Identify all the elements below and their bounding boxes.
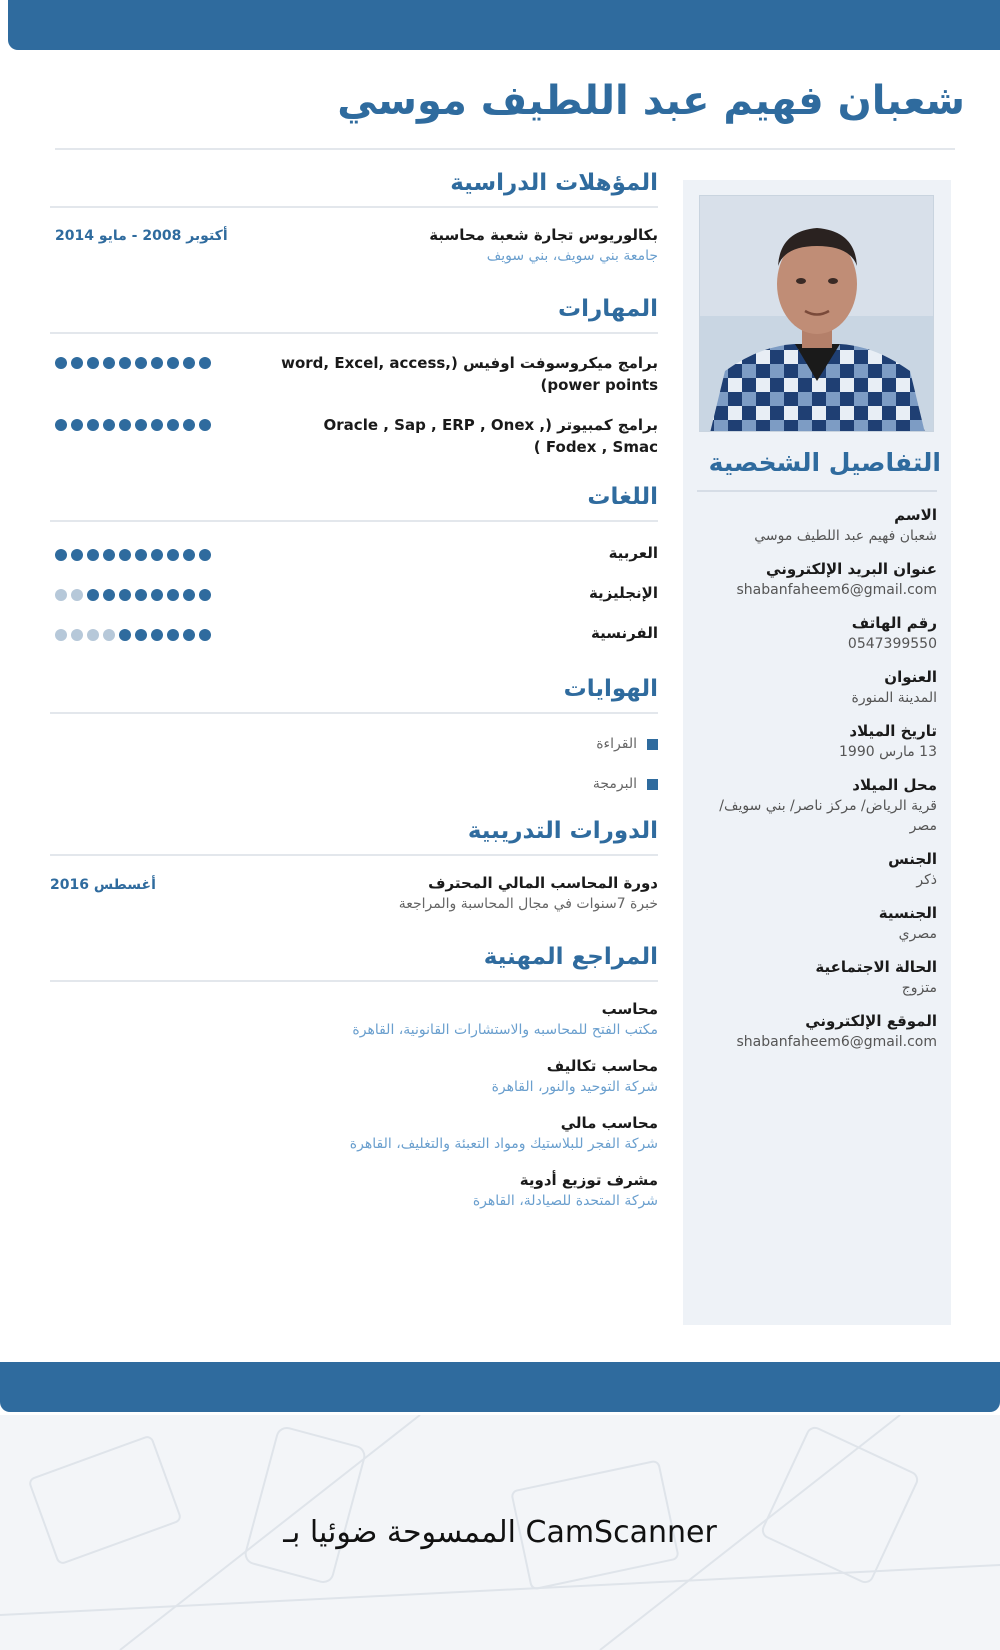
skill-rating [55,419,211,431]
divider [50,980,658,982]
rating-dot-filled [103,357,115,369]
section-heading-education: المؤهلات الدراسية [450,170,658,196]
detail-label: الاسم [894,506,937,524]
rating-dot-filled [183,549,195,561]
education-item [50,226,658,284]
page-title: شعبان فهيم عبد اللطيف موسي [337,78,965,124]
rating-dot-filled [135,629,147,641]
skill-item [50,414,658,476]
rating-dot-filled [199,589,211,601]
reference-company: شركة الفجر للبلاستيك ومواد التعبئة والتغليف، القاهرة [349,1136,658,1152]
hobby-label: القراءة [596,736,637,752]
square-bullet-icon [647,779,658,790]
section-heading-skills: المهارات [558,296,658,322]
section-heading-languages: اللغات [587,484,658,510]
rating-dot-filled [199,419,211,431]
detail-value: شعبان فهيم عبد اللطيف موسي [754,528,937,544]
rating-dot-filled [199,629,211,641]
detail-value[interactable]: shabanfaheem6@gmail.com [736,582,937,598]
detail-gender [697,849,937,890]
language-item [50,544,658,584]
skill-item [50,352,658,414]
reference-title: محاسب [601,1000,658,1018]
divider [50,332,658,334]
degree-dates: أكتوبر 2008 - مايو 2014 [55,228,228,244]
rating-dot-filled [183,589,195,601]
detail-label: رقم الهاتف [851,614,937,632]
rating-dot-filled [199,357,211,369]
scanner-caption: الممسوحة ضوئيا بـ CamScanner [283,1515,717,1550]
bottom-band [0,1362,1000,1412]
divider [55,148,955,150]
section-heading-references: المراجع المهنية [483,944,658,970]
person-photo-icon [700,196,934,432]
rating-dot-filled [151,589,163,601]
personal-details-sidebar [683,180,951,1325]
rating-dot-filled [183,419,195,431]
rating-dot-filled [183,629,195,641]
rating-dot-filled [151,549,163,561]
detail-website [697,1011,937,1052]
divider [50,854,658,856]
language-name: العربية [608,544,658,562]
rating-dot-filled [151,419,163,431]
reference-title: محاسب مالي [560,1114,658,1132]
detail-value: متزوج [901,980,937,996]
rating-dot-filled [103,419,115,431]
rating-dot-filled [103,589,115,601]
reference-company: شركة التوحيد والنور، القاهرة [491,1079,658,1095]
rating-dot-filled [167,549,179,561]
language-rating [55,629,211,641]
detail-email [697,559,937,600]
divider [50,712,658,714]
degree-title: بكالوريوس تجارة شعبة محاسبة [429,226,658,244]
rating-dot-empty [71,629,83,641]
skill-label: برامج كمبيوتر (Oracle , Sap , ERP , Onex , Fodex , Smac ) [323,416,658,456]
rating-dot-filled [199,549,211,561]
rating-dot-empty [71,589,83,601]
rating-dot-filled [87,549,99,561]
course-title: دورة المحاسب المالي المحترف [428,874,658,892]
rating-dot-filled [119,419,131,431]
divider [50,206,658,208]
rating-dot-filled [87,589,99,601]
top-band [8,0,1000,50]
degree-institution: جامعة بني سويف، بني سويف [486,248,658,264]
detail-value: قرية الرياض/ مركز ناصر/ بني سويف/ مصر [719,798,937,834]
section-heading-hobbies: الهوايات [563,676,658,702]
detail-label: محل الميلاد [852,776,937,794]
rating-dot-empty [55,589,67,601]
detail-marital-status [697,957,937,998]
rating-dot-filled [135,549,147,561]
course-date: أغسطس 2016 [50,877,156,893]
detail-label: العنوان [884,668,937,686]
language-name: الإنجليزية [588,584,658,602]
rating-dot-empty [87,629,99,641]
divider [697,490,937,492]
rating-dot-filled [119,629,131,641]
reference-item [50,1169,658,1212]
rating-dot-filled [183,357,195,369]
detail-phone [697,613,937,654]
rating-dot-filled [135,357,147,369]
rating-dot-filled [55,419,67,431]
course-item [50,874,658,932]
detail-value: ذكر [916,872,937,888]
language-rating [55,589,211,601]
detail-label: عنوان البريد الإلكتروني [766,560,937,578]
rating-dot-filled [151,629,163,641]
reference-title: محاسب تكاليف [546,1057,658,1075]
rating-dot-filled [167,589,179,601]
detail-name [697,505,937,546]
rating-dot-filled [135,589,147,601]
reference-title: مشرف توزيع أدوية [519,1171,658,1189]
scanner-footer [0,1415,1000,1650]
section-heading-courses: الدورات التدريبية [467,818,658,844]
detail-label: الجنس [888,850,937,868]
rating-dot-filled [167,419,179,431]
detail-label: الحالة الاجتماعية [815,958,937,976]
rating-dot-filled [71,357,83,369]
detail-address [697,667,937,708]
detail-value: المدينة المنورة [851,690,937,706]
reference-item [50,1112,658,1155]
rating-dot-filled [119,589,131,601]
detail-nationality [697,903,937,944]
detail-label: الجنسية [878,904,937,922]
hobby-item [50,764,658,804]
detail-value[interactable]: 0547399550 [847,636,937,652]
rating-dot-filled [151,357,163,369]
detail-value: مصري [898,926,937,942]
skill-rating [55,357,211,369]
rating-dot-filled [55,357,67,369]
profile-photo [699,195,934,432]
rating-dot-filled [119,549,131,561]
skill-label: برامج ميكروسوفت اوفيس (word, Excel, access, power points) [281,354,658,394]
course-description: خبرة 7سنوات في مجال المحاسبة والمراجعة [398,896,658,912]
rating-dot-filled [55,549,67,561]
reference-item [50,1055,658,1098]
rating-dot-empty [103,629,115,641]
rating-dot-filled [87,357,99,369]
reference-company: مكتب الفتح للمحاسبه والاستشارات القانونية، القاهرة [352,1022,658,1038]
personal-details-list [697,505,937,1065]
rating-dot-filled [167,357,179,369]
main-column [50,170,658,1212]
rating-dot-filled [71,419,83,431]
section-heading-personal: التفاصيل الشخصية [708,448,941,477]
detail-label: الموقع الإلكتروني [805,1012,937,1030]
language-item [50,584,658,624]
divider [50,520,658,522]
rating-dot-filled [103,549,115,561]
reference-item [50,998,658,1041]
language-name: الفرنسية [590,624,658,642]
detail-birthdate [697,721,937,762]
language-rating [55,549,211,561]
rating-dot-empty [55,629,67,641]
rating-dot-filled [71,549,83,561]
detail-label: تاريخ الميلاد [849,722,937,740]
hobby-item [50,724,658,764]
square-bullet-icon [647,739,658,750]
reference-company: شركة المتحدة للصيادلة، القاهرة [472,1193,658,1209]
hobby-label: البرمجة [592,776,637,792]
language-item [50,624,658,664]
rating-dot-filled [119,357,131,369]
rating-dot-filled [167,629,179,641]
rating-dot-filled [87,419,99,431]
detail-value: 13 مارس 1990 [839,744,937,760]
detail-birthplace [697,775,937,836]
rating-dot-filled [135,419,147,431]
detail-value[interactable]: shabanfaheem6@gmail.com [736,1034,937,1050]
